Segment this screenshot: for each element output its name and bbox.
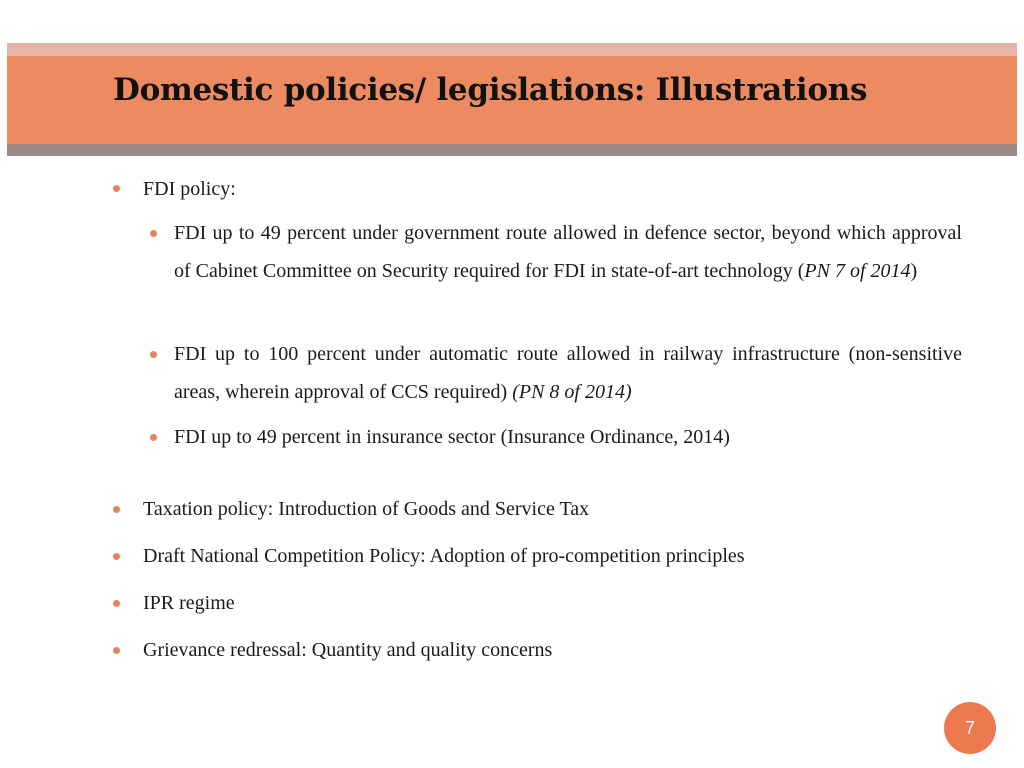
bullet-icon xyxy=(113,553,120,560)
bullet-ipr: IPR regime xyxy=(143,592,235,614)
sub-bullet-icon xyxy=(150,434,157,441)
slide-title: Domestic policies/ legislations: Illustrations xyxy=(113,72,868,108)
sub-bullet-defence-text: FDI up to 49 percent under government route allowed in defence sector, beyond which approval of Cabinet Committee on Security required for FDI in state-of-art technology ( xyxy=(174,222,962,282)
bullet-icon xyxy=(113,506,120,513)
sub-bullet-railway-ref: (PN 8 of 2014) xyxy=(512,381,632,403)
sub-bullet-icon xyxy=(150,230,157,237)
bullet-taxation: Taxation policy: Introduction of Goods and Service Tax xyxy=(143,498,590,520)
page-number-badge: 7 xyxy=(944,702,996,754)
title-bottom-stripe xyxy=(7,144,1017,156)
bullet-competition: Draft National Competition Policy: Adoption of pro-competition principles xyxy=(143,545,745,567)
bullet-icon xyxy=(113,600,120,607)
sub-bullet-insurance xyxy=(174,418,962,456)
sub-bullet-insurance-text: FDI up to 49 percent in insurance sector (Insurance Ordinance, 2014) xyxy=(174,426,730,448)
sub-bullet-railway xyxy=(174,335,962,411)
sub-bullet-railway-text: FDI up to 100 percent under automatic route allowed in railway infrastructure (non-sensitive areas, wherein approval of CCS required) xyxy=(174,343,962,403)
bullet-grievance: Grievance redressal: Quantity and quality concerns xyxy=(143,639,553,661)
sub-bullet-icon xyxy=(150,351,157,358)
bullet-fdi-policy: FDI policy: xyxy=(143,178,236,200)
sub-bullet-defence-tail: ) xyxy=(910,260,918,282)
bullet-icon xyxy=(113,647,120,654)
sub-bullet-defence xyxy=(174,214,962,290)
title-top-stripe xyxy=(7,43,1017,56)
bullet-icon xyxy=(113,185,120,192)
sub-bullet-defence-ref: PN 7 of 2014 xyxy=(804,260,911,282)
